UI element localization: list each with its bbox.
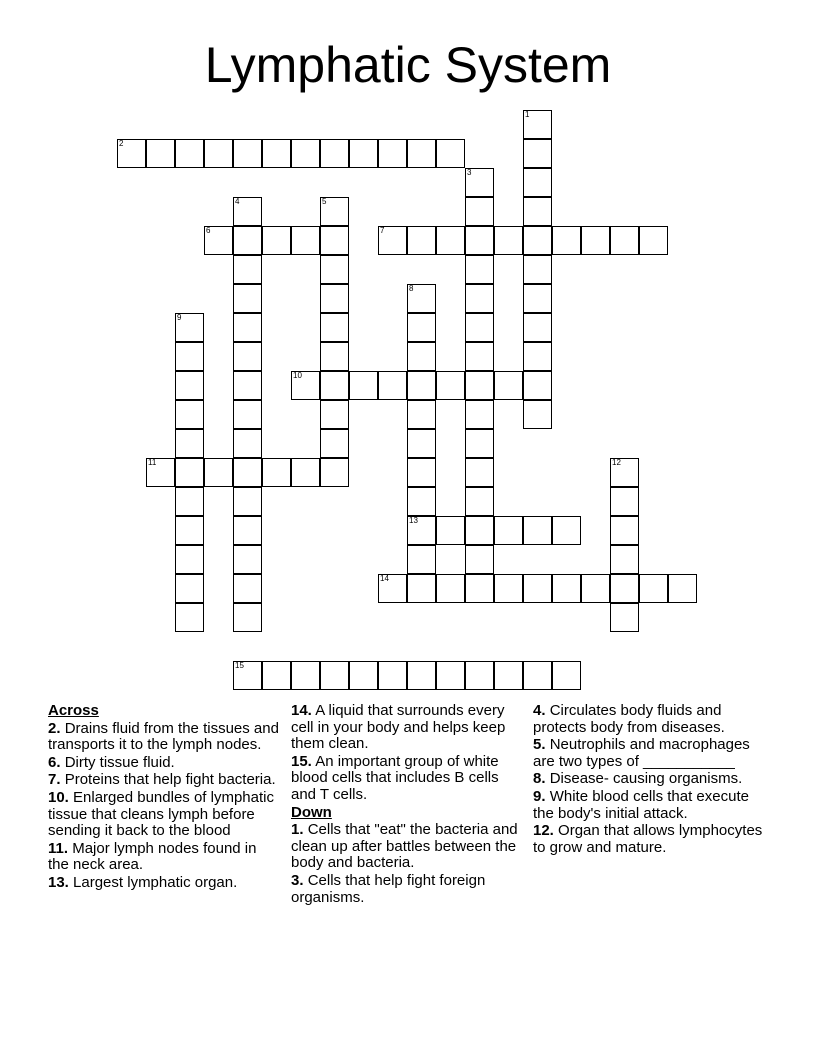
grid-cell[interactable]	[407, 284, 436, 313]
grid-cell[interactable]	[175, 429, 204, 458]
clues-column-1	[48, 703, 280, 893]
grid-cell[interactable]	[610, 487, 639, 516]
grid-cell[interactable]	[175, 342, 204, 371]
down-heading: Down	[291, 803, 332, 821]
grid-cell[interactable]	[407, 545, 436, 574]
grid-cell[interactable]	[378, 661, 407, 690]
grid-cell[interactable]	[320, 458, 349, 487]
grid-cell[interactable]	[320, 226, 349, 255]
grid-cell[interactable]	[233, 226, 262, 255]
grid-cell[interactable]	[465, 284, 494, 313]
grid-cell[interactable]	[233, 255, 262, 284]
grid-cell[interactable]	[523, 574, 552, 603]
grid-cell[interactable]	[523, 197, 552, 226]
grid-cell[interactable]	[233, 661, 262, 690]
grid-cell[interactable]	[175, 603, 204, 632]
clue-across-10: 10. Enlarged bundles of lymphatic tissue that cleans lymph before sending it back to the blood	[48, 788, 274, 840]
clue-across-2: 2. Drains fluid from the tissues and transports it to the lymph nodes.	[48, 719, 279, 754]
grid-cell[interactable]	[523, 313, 552, 342]
grid-cell[interactable]	[320, 661, 349, 690]
clue-down-9: 9. White blood cells that execute the body's initial attack.	[533, 787, 749, 822]
grid-cell[interactable]	[494, 516, 523, 545]
clue-down-5: 5. Neutrophils and macrophages are two types of ___________	[533, 736, 750, 770]
grid-cell[interactable]	[494, 574, 523, 603]
grid-cell[interactable]	[552, 226, 581, 255]
grid-cell[interactable]	[407, 429, 436, 458]
grid-cell[interactable]	[523, 400, 552, 429]
grid-cell[interactable]	[320, 342, 349, 371]
grid-cell[interactable]	[291, 458, 320, 487]
grid-cell[interactable]	[262, 226, 291, 255]
clues-column-3	[533, 703, 773, 857]
grid-cell[interactable]	[465, 574, 494, 603]
grid-cell[interactable]	[175, 139, 204, 168]
grid-cell[interactable]	[349, 139, 378, 168]
grid-cell[interactable]	[233, 400, 262, 429]
clue-down-3: 3. Cells that help fight foreign organisms.	[291, 871, 486, 906]
clue-across-14: 14. A liquid that surrounds every cell in your body and helps keep them clean.	[291, 702, 506, 753]
grid-cell[interactable]	[233, 516, 262, 545]
grid-cell[interactable]	[175, 458, 204, 487]
grid-cell[interactable]	[523, 255, 552, 284]
grid-cell[interactable]	[552, 516, 581, 545]
grid-cell[interactable]	[291, 139, 320, 168]
grid-cell[interactable]	[465, 255, 494, 284]
cell-number: 7	[380, 226, 385, 235]
grid-cell[interactable]	[610, 603, 639, 632]
cell-number: 1	[525, 110, 530, 119]
grid-cell[interactable]	[204, 458, 233, 487]
cell-number: 8	[409, 284, 414, 293]
clue-across-15: 15. An important group of white blood cells that includes B cells and T cells.	[291, 752, 499, 803]
grid-cell[interactable]	[465, 400, 494, 429]
grid-cell[interactable]	[233, 284, 262, 313]
grid-cell[interactable]	[610, 516, 639, 545]
grid-cell[interactable]	[610, 574, 639, 603]
clue-across-7: 7. Proteins that help fight bacteria.	[48, 771, 276, 789]
grid-cell[interactable]	[494, 371, 523, 400]
clue-across-13: 13. Largest lymphatic organ.	[48, 873, 238, 891]
grid-cell[interactable]	[436, 516, 465, 545]
grid-cell[interactable]	[146, 139, 175, 168]
grid-cell[interactable]	[407, 661, 436, 690]
grid-cell[interactable]	[378, 574, 407, 603]
grid-cell[interactable]	[233, 603, 262, 632]
clue-down-1: 1. Cells that "eat" the bacteria and clean up after battles between the body and bacteria.	[291, 821, 518, 872]
grid-cell[interactable]	[291, 661, 320, 690]
cell-number: 15	[235, 661, 244, 670]
grid-cell[interactable]	[494, 661, 523, 690]
grid-cell[interactable]	[523, 342, 552, 371]
grid-cell[interactable]	[175, 371, 204, 400]
grid-cell[interactable]	[581, 574, 610, 603]
grid-cell[interactable]	[320, 139, 349, 168]
grid-cell[interactable]	[407, 226, 436, 255]
clue-down-12: 12. Organ that allows lymphocytes to grow and mature.	[533, 822, 763, 856]
grid-cell[interactable]	[436, 574, 465, 603]
grid-cell[interactable]	[233, 197, 262, 226]
cell-number: 13	[409, 516, 418, 525]
grid-cell[interactable]	[610, 226, 639, 255]
clue-down-4: 4. Circulates body fluids and protects body from diseases.	[533, 702, 725, 736]
grid-cell[interactable]	[407, 516, 436, 545]
grid-cell[interactable]	[407, 342, 436, 371]
grid-cell[interactable]	[465, 545, 494, 574]
grid-cell[interactable]	[262, 661, 291, 690]
cell-number: 9	[177, 313, 182, 322]
grid-cell[interactable]	[407, 371, 436, 400]
grid-cell[interactable]	[378, 226, 407, 255]
grid-cell[interactable]	[494, 226, 523, 255]
grid-cell[interactable]	[320, 400, 349, 429]
grid-cell[interactable]	[465, 516, 494, 545]
grid-cell[interactable]	[262, 458, 291, 487]
grid-cell[interactable]	[668, 574, 697, 603]
grid-cell[interactable]	[233, 371, 262, 400]
cell-number: 11	[148, 458, 157, 467]
cell-number: 10	[293, 371, 302, 380]
grid-cell[interactable]	[552, 661, 581, 690]
grid-cell[interactable]	[349, 661, 378, 690]
grid-cell[interactable]	[523, 139, 552, 168]
grid-cell[interactable]	[465, 371, 494, 400]
grid-cell[interactable]	[436, 371, 465, 400]
cell-number: 12	[612, 458, 621, 467]
clue-across-11: 11. Major lymph nodes found in the neck area.	[48, 839, 257, 874]
clue-across-6: 6. Dirty tissue fluid.	[48, 753, 175, 771]
grid-cell[interactable]	[523, 168, 552, 197]
grid-cell[interactable]	[436, 226, 465, 255]
grid-cell[interactable]	[407, 400, 436, 429]
grid-cell[interactable]	[204, 226, 233, 255]
grid-cell[interactable]	[407, 139, 436, 168]
grid-cell[interactable]	[407, 458, 436, 487]
grid-cell[interactable]	[436, 661, 465, 690]
grid-cell[interactable]	[465, 458, 494, 487]
grid-cell[interactable]	[436, 139, 465, 168]
grid-cell[interactable]	[320, 284, 349, 313]
grid-cell[interactable]	[465, 226, 494, 255]
grid-cell[interactable]	[610, 545, 639, 574]
grid-cell[interactable]	[523, 284, 552, 313]
grid-cell[interactable]	[465, 313, 494, 342]
grid-cell[interactable]	[465, 197, 494, 226]
grid-cell[interactable]	[465, 487, 494, 516]
grid-cell[interactable]	[146, 458, 175, 487]
grid-cell[interactable]	[523, 516, 552, 545]
grid-cell[interactable]	[233, 429, 262, 458]
grid-cell[interactable]	[465, 661, 494, 690]
grid-cell[interactable]	[552, 574, 581, 603]
grid-cell[interactable]	[291, 226, 320, 255]
grid-cell[interactable]	[117, 139, 146, 168]
grid-cell[interactable]	[465, 168, 494, 197]
grid-cell[interactable]	[175, 574, 204, 603]
grid-cell[interactable]	[320, 371, 349, 400]
grid-cell[interactable]	[233, 342, 262, 371]
grid-cell[interactable]	[639, 574, 668, 603]
cell-number: 6	[206, 226, 211, 235]
across-heading: Across	[48, 702, 99, 719]
grid-cell[interactable]	[320, 197, 349, 226]
grid-cell[interactable]	[233, 458, 262, 487]
grid-cell[interactable]	[378, 139, 407, 168]
grid-cell[interactable]	[349, 371, 378, 400]
cell-number: 2	[119, 139, 124, 148]
grid-cell[interactable]	[233, 139, 262, 168]
grid-cell[interactable]	[233, 545, 262, 574]
cell-number: 14	[380, 574, 389, 583]
grid-cell[interactable]	[407, 574, 436, 603]
grid-cell[interactable]	[523, 661, 552, 690]
grid-cell[interactable]	[262, 139, 291, 168]
grid-cell[interactable]	[291, 371, 320, 400]
grid-cell[interactable]	[175, 400, 204, 429]
clue-down-8: 8. Disease- causing organisms.	[533, 770, 743, 788]
cell-number: 3	[467, 168, 472, 177]
grid-cell[interactable]	[204, 139, 233, 168]
grid-cell[interactable]	[465, 429, 494, 458]
grid-cell[interactable]	[523, 110, 552, 139]
grid-cell[interactable]	[407, 313, 436, 342]
grid-cell[interactable]	[175, 545, 204, 574]
puzzle-title: Lymphatic System	[204, 37, 612, 93]
grid-cell[interactable]	[639, 226, 668, 255]
grid-cell[interactable]	[233, 487, 262, 516]
grid-cell[interactable]	[175, 487, 204, 516]
clues-column-2	[291, 703, 523, 907]
grid-cell[interactable]	[610, 458, 639, 487]
grid-cell[interactable]	[175, 516, 204, 545]
grid-cell[interactable]	[233, 313, 262, 342]
grid-cell[interactable]	[523, 371, 552, 400]
grid-cell[interactable]	[233, 574, 262, 603]
cell-number: 4	[235, 197, 240, 206]
grid-cell[interactable]	[523, 226, 552, 255]
grid-cell[interactable]	[407, 487, 436, 516]
grid-cell[interactable]	[320, 429, 349, 458]
grid-cell[interactable]	[581, 226, 610, 255]
grid-cell[interactable]	[378, 371, 407, 400]
grid-cell[interactable]	[175, 313, 204, 342]
grid-cell[interactable]	[320, 255, 349, 284]
grid-cell[interactable]	[320, 313, 349, 342]
cell-number: 5	[322, 197, 327, 206]
grid-cell[interactable]	[465, 342, 494, 371]
